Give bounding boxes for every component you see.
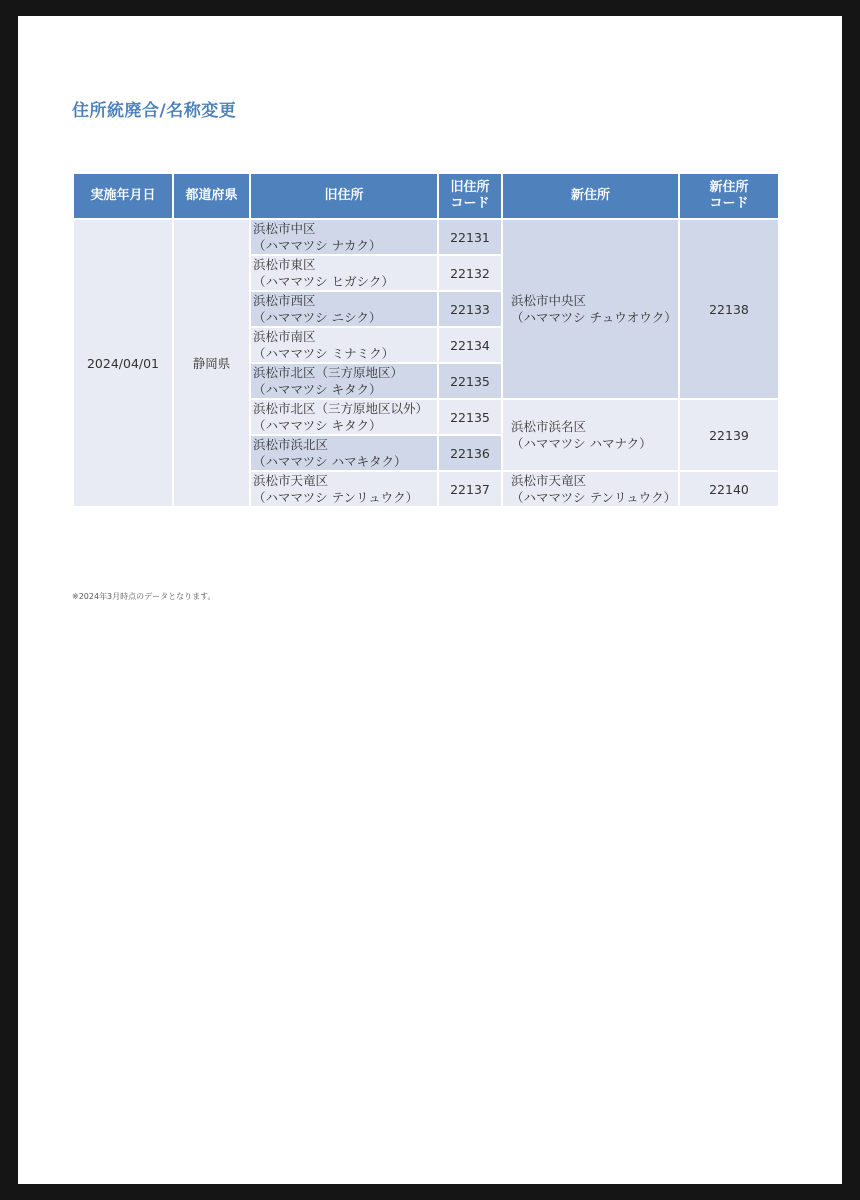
old-code-cell: 22131 [438,219,502,255]
old-address-name: 浜松市南区 [253,329,316,344]
old-address-cell [250,435,438,471]
new-address-kana: （ハママツシ ハマナク） [511,436,652,451]
old-address-cell [250,327,438,363]
new-address-kana: （ハママツシ テンリュウク） [511,490,677,505]
old-code-cell: 22136 [438,435,502,471]
header-new-address: 新住所 [502,173,679,219]
prefecture-cell: 静岡県 [173,219,250,507]
new-address-name: 浜松市天竜区 [511,473,587,488]
old-address-name: 浜松市北区（三方原地区） [253,365,404,380]
old-code-cell: 22137 [438,471,502,507]
old-address-kana: （ハママツシ ミナミク） [253,346,395,361]
document-page [18,16,842,1184]
old-address-cell [250,471,438,507]
old-address-name: 浜松市中区 [253,221,316,236]
old-code-cell: 22133 [438,291,502,327]
date-cell: 2024/04/01 [73,219,173,507]
header-new-code-line2: コード [709,196,749,211]
header-date: 実施年月日 [73,173,173,219]
header-new-code-line1: 新住所 [709,180,749,195]
old-code-cell: 22134 [438,327,502,363]
old-address-name: 浜松市天竜区 [253,473,329,488]
old-address-cell [250,363,438,399]
new-address-cell [502,399,679,471]
page-title: 住所統廃合/名称変更 [72,101,237,121]
header-old-address: 旧住所 [250,173,438,219]
old-address-kana: （ハママツシ ニシク） [253,310,382,325]
old-address-cell [250,291,438,327]
new-address-cell [502,219,679,399]
old-address-kana: （ハママツシ テンリュウク） [253,490,419,505]
old-code-cell: 22135 [438,399,502,435]
header-old-code [438,173,502,219]
old-address-cell [250,219,438,255]
old-address-name: 浜松市北区（三方原地区以外） [253,401,429,416]
address-change-table [72,172,780,508]
new-address-name: 浜松市浜名区 [511,419,587,434]
table-header-row [73,173,779,219]
table-row [73,219,779,255]
new-address-kana: （ハママツシ チュウオウク） [511,310,677,325]
new-code-cell: 22140 [679,471,779,507]
header-old-code-line2: コード [450,196,490,211]
old-address-cell [250,255,438,291]
old-address-kana: （ハママツシ ナカク） [253,238,382,253]
new-address-cell [502,471,679,507]
old-code-cell: 22132 [438,255,502,291]
old-address-name: 浜松市浜北区 [253,437,329,452]
old-code-cell: 22135 [438,363,502,399]
old-address-kana: （ハママツシ キタク） [253,382,382,397]
old-address-name: 浜松市東区 [253,257,316,272]
old-address-kana: （ハママツシ ハマキタク） [253,454,407,469]
footnote: ※2024年3月時点のデータとなります。 [72,592,216,601]
old-address-kana: （ハママツシ ヒガシク） [253,274,394,289]
old-address-kana: （ハママツシ キタク） [253,418,382,433]
new-address-name: 浜松市中央区 [511,293,587,308]
header-old-code-line1: 旧住所 [450,180,490,195]
header-new-code [679,173,779,219]
new-code-cell: 22138 [679,219,779,399]
old-address-cell [250,399,438,435]
header-prefecture: 都道府県 [173,173,250,219]
old-address-name: 浜松市西区 [253,293,316,308]
new-code-cell: 22139 [679,399,779,471]
